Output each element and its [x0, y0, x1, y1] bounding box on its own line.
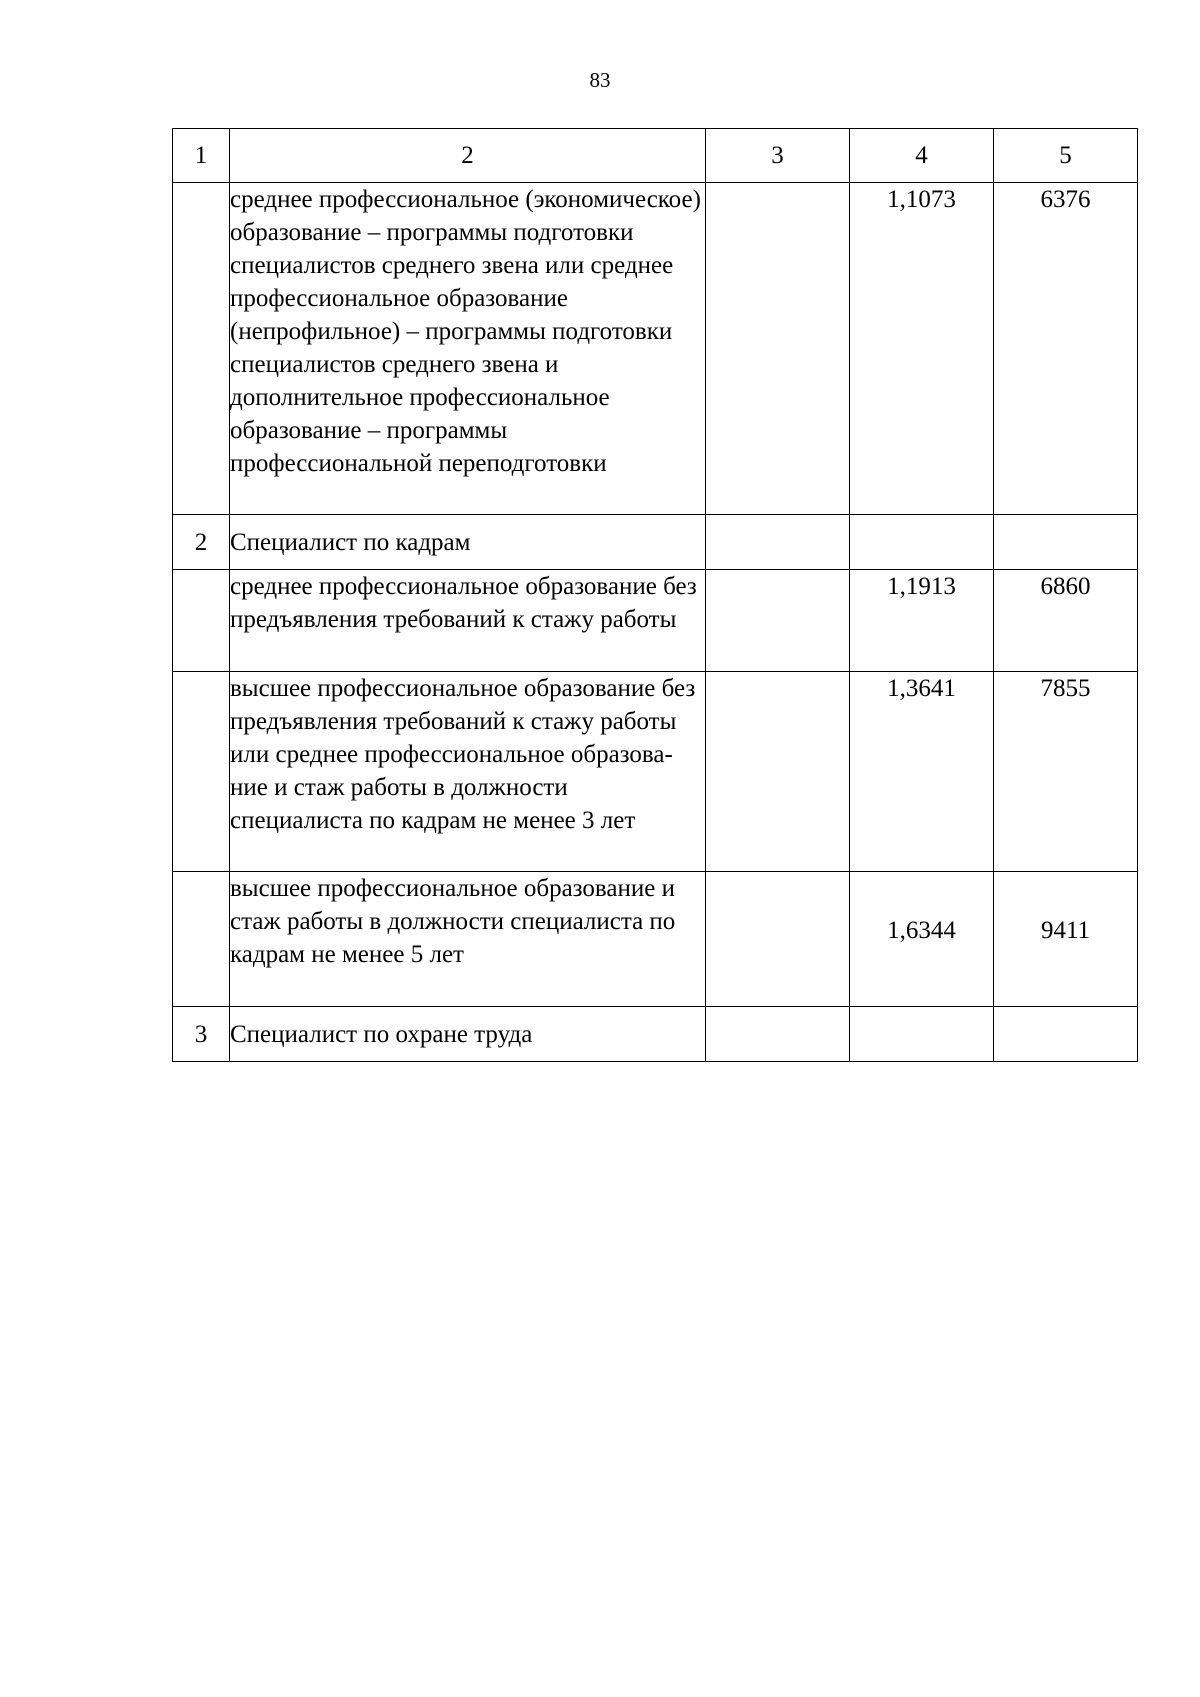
row-description: среднее профессиональное образование без предъявления требований к стажу работы	[230, 570, 706, 672]
column-header: 1	[173, 129, 230, 183]
row-number	[173, 570, 230, 672]
row-description: Специалист по охране труда	[230, 1007, 706, 1062]
row-salary: 6860	[994, 570, 1138, 672]
row-col3	[706, 515, 850, 570]
row-salary: 7855	[994, 672, 1138, 872]
row-coefficient	[850, 1007, 994, 1062]
row-number	[173, 183, 230, 515]
page-number: 83	[589, 68, 611, 92]
row-number: 2	[173, 515, 230, 570]
row-description: высшее профессиональное образование без предъявления требований к стажу работы или среднее профессиональное образова-ние и стаж работы в должности специалиста по кадрам не менее 3 лет	[230, 672, 706, 872]
row-coefficient	[850, 515, 994, 570]
row-description: высшее профессиональное образование и стаж работы в должности специалиста по кадрам не менее 5 лет	[230, 872, 706, 1007]
row-coefficient: 1,3641	[850, 672, 994, 872]
row-salary: 6376	[994, 183, 1138, 515]
row-col3	[706, 183, 850, 515]
column-header: 5	[994, 129, 1138, 183]
row-coefficient: 1,1913	[850, 570, 994, 672]
row-salary	[994, 1007, 1138, 1062]
data-table	[172, 128, 1138, 1062]
row-number	[173, 872, 230, 1007]
table-row-section	[173, 1007, 1138, 1062]
table-row	[173, 872, 1138, 1007]
table-row	[173, 570, 1138, 672]
row-col3	[706, 570, 850, 672]
table-header-row	[173, 129, 1138, 183]
row-number: 3	[173, 1007, 230, 1062]
table-row-section	[173, 515, 1138, 570]
row-col3	[706, 672, 850, 872]
row-col3	[706, 872, 850, 1007]
table-row	[173, 183, 1138, 515]
row-coefficient: 1,6344	[850, 872, 994, 1007]
column-header: 3	[706, 129, 850, 183]
row-salary	[994, 515, 1138, 570]
row-description: среднее профессиональное (экономическое) образование – программы подготовки специалистов среднего звена или среднее профессиональное образование (непрофильное) – программы подготовки специалистов среднего звена и дополнительное профессиональное образование – программы профессиональной переподготовки	[230, 183, 706, 515]
table-row	[173, 672, 1138, 872]
row-col3	[706, 1007, 850, 1062]
column-header: 4	[850, 129, 994, 183]
row-number	[173, 672, 230, 872]
row-coefficient: 1,1073	[850, 183, 994, 515]
column-header: 2	[230, 129, 706, 183]
row-salary: 9411	[994, 872, 1138, 1007]
row-description: Специалист по кадрам	[230, 515, 706, 570]
